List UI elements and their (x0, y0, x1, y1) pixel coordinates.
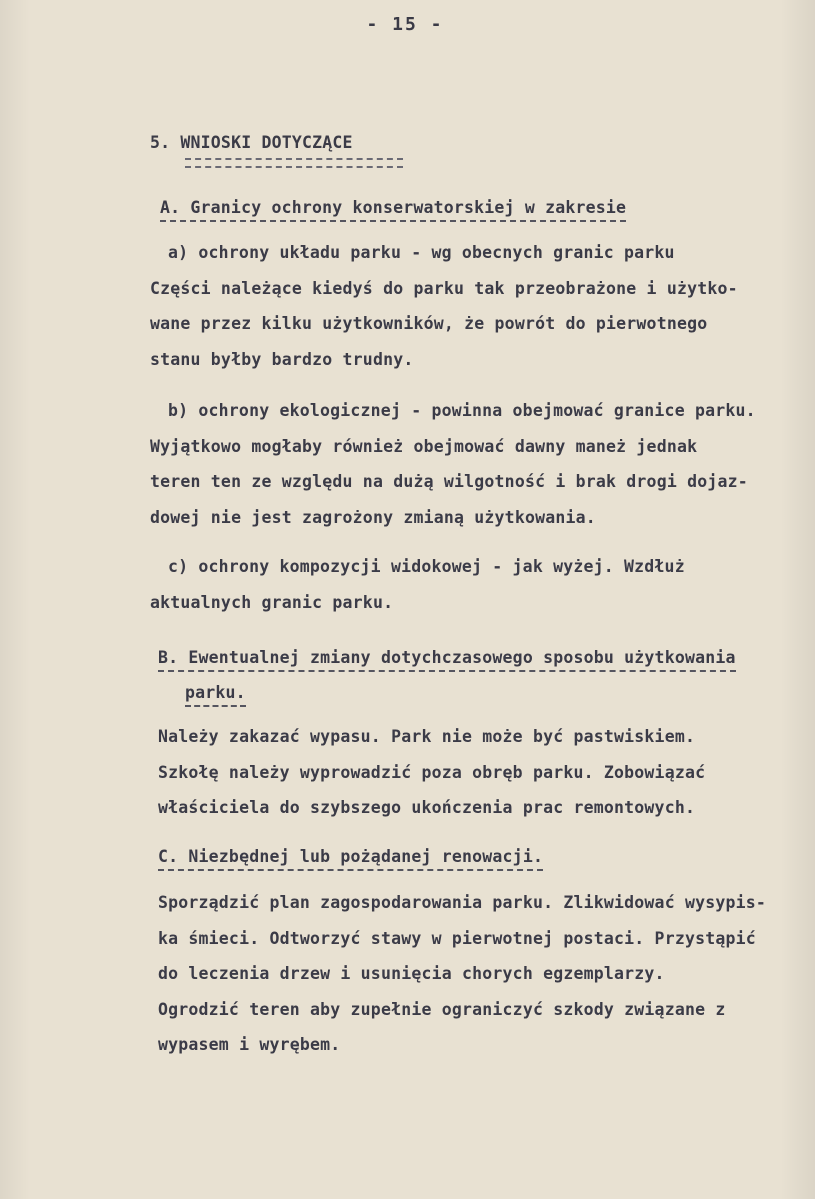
section-c-title: C. Niezbędnej lub pożądanej renowacji. (158, 846, 543, 871)
section-a-line: c) ochrony kompozycji widokowej - jak wyżej. Wzdłuż (168, 557, 685, 576)
section-heading: 5. WNIOSKI DOTYCZĄCE (150, 133, 353, 152)
section-b-line: właściciela do szybszego ukończenia prac remontowych. (158, 798, 696, 817)
section-a-line: aktualnych granic parku. (150, 593, 394, 612)
section-a-line: dowej nie jest zagrożony zmianą użytkowania. (150, 508, 596, 527)
section-b-line: Należy zakazać wypasu. Park nie może być pastwiskiem. (158, 727, 696, 746)
section-b-line: Szkołę należy wyprowadzić poza obręb parku. Zobowiązać (158, 763, 706, 782)
section-a-line: Części należące kiedyś do parku tak przeobrażone i użytko- (150, 279, 738, 298)
page-number: - 15 - (366, 14, 444, 35)
section-a-line: b) ochrony ekologicznej - powinna obejmować granice parku. (168, 401, 756, 420)
heading-double-underline (185, 158, 403, 168)
section-a-line: stanu byłby bardzo trudny. (150, 350, 414, 369)
section-a-line: wane przez kilku użytkowników, że powrót do pierwotnego (150, 314, 708, 333)
section-a-line: Wyjątkowo mogłaby również obejmować dawny maneż jednak (150, 437, 698, 456)
section-c-line: ka śmieci. Odtworzyć stawy w pierwotnej postaci. Przystąpić (158, 929, 756, 948)
section-b-title: B. Ewentualnej zmiany dotychczasowego sposobu użytkowania (158, 647, 736, 672)
section-c-line: Ogrodzić teren aby zupełnie ograniczyć szkody związane z (158, 1000, 726, 1019)
section-c-line: do leczenia drzew i usunięcia chorych egzemplarzy. (158, 964, 665, 983)
section-a-line: teren ten ze względu na dużą wilgotność i brak drogi dojaz- (150, 472, 748, 491)
section-a-line: a) ochrony układu parku - wg obecnych granic parku (168, 243, 675, 262)
section-a-title: A. Granicy ochrony konserwatorskiej w zakresie (160, 197, 626, 222)
section-b-title-cont: parku. (185, 682, 246, 707)
section-c-line: Sporządzić plan zagospodarowania parku. Zlikwidować wysypis- (158, 893, 767, 912)
section-c-line: wypasem i wyrębem. (158, 1035, 341, 1054)
